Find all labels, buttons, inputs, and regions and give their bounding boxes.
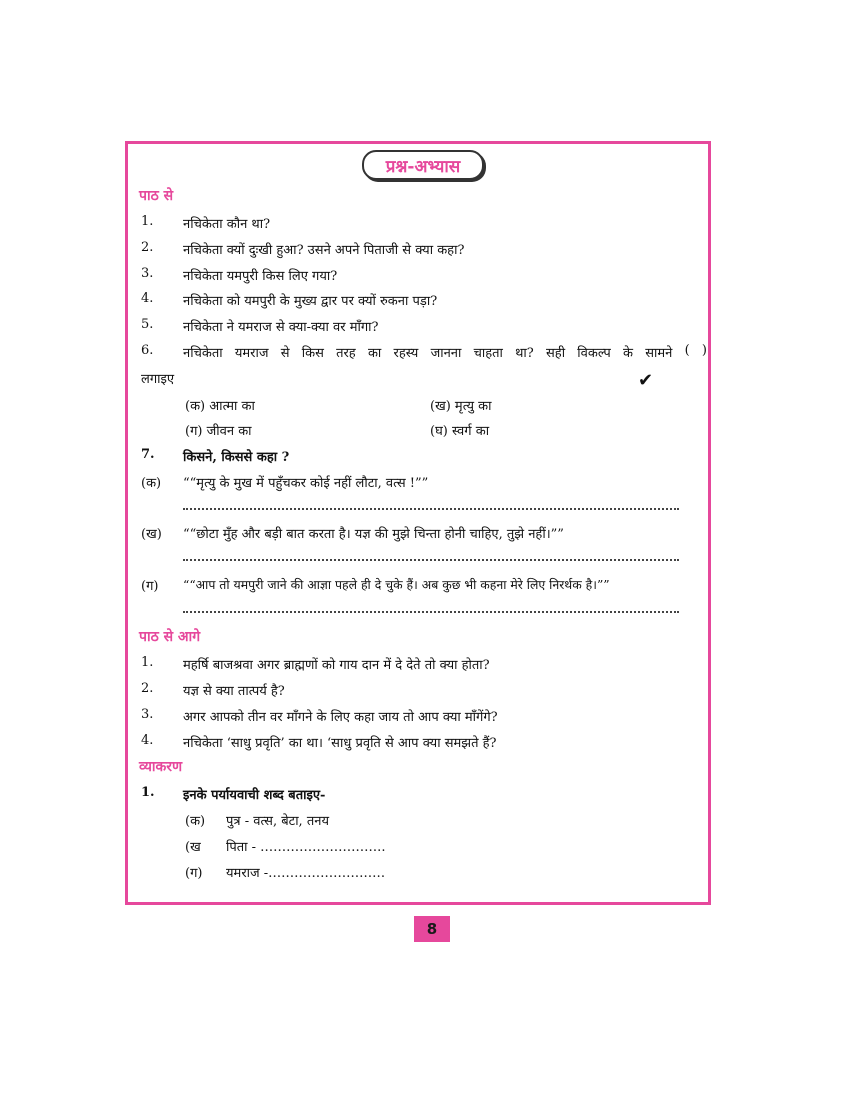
question-number: 3. [141,266,154,281]
word: चाहता [473,346,503,361]
word: विकल्प [577,346,611,361]
question-number: 1. [141,655,154,670]
word: जानना [430,346,462,361]
question-text: नचिकेता क्यों दुःखी हुआ? उसने अपने पिताजी से क्या कहा? [183,243,465,258]
word: ( [684,343,690,358]
question-7-text: किसने, किससे कहा ? [183,450,290,465]
question-text: नचिकेता ने यमराज से क्या-क्या वर माँगा? [183,320,379,335]
section-heading-vyakaran: व्याकरण [139,759,183,775]
question-number: 1. [141,214,154,229]
question-number: 2. [141,681,154,696]
option-label: (क) [185,399,206,414]
quote-text: ““छोटा मुँह और बड़ी बात करता है। यज्ञ की मुझे चिन्ता होनी चाहिए, तुझे नहीं।”” [183,527,564,542]
question-text: नचिकेता ‘साधु प्रवृति’ का था। ‘साधु प्रवृति से आप क्या समझते हैं? [183,736,497,751]
option-gha [430,421,489,439]
question-number: 1. [141,785,155,800]
word: तरह [336,346,356,361]
option-label: (ग) [185,424,203,439]
question-number: 4. [141,733,154,748]
quote-label: (क) [141,476,162,491]
check-mark-icon: ✔ [638,370,654,391]
option-text: आत्मा का [209,399,255,414]
option-text: स्वर्ग का [451,424,490,439]
question-number: 3. [141,707,154,722]
question-text: नचिकेता यमपुरी किस लिए गया? [183,269,338,284]
word: सही [546,346,566,361]
option-ga [185,421,252,439]
word: था? [515,346,534,361]
question-number: 4. [141,291,154,306]
option-label: (ख) [430,399,451,414]
option-label: (घ) [430,424,448,439]
page-title: प्रश्न-अभ्यास [362,150,484,180]
question-text: महर्षि बाजश्रवा अगर ब्राह्मणों को गाय दान में दे देते तो क्या होता? [183,658,490,673]
word: से [280,346,290,361]
synonym-label: (ख [185,840,201,855]
option-text: जीवन का [206,424,252,439]
question-text: नचिकेता को यमपुरी के मुख्य द्वार पर क्यों रुकना पड़ा? [183,294,438,309]
quote-text: ““मृत्यु के मुख में पहुँचकर कोई नहीं लौटा, वत्स !”” [183,476,429,491]
answer-line [183,611,679,613]
question-number: 7. [141,447,155,462]
synonym-label: (ग) [185,866,203,881]
word: सामने [645,346,673,361]
answer-line [183,559,679,561]
word: यमराज [234,346,269,361]
option-ka [185,396,255,414]
synonym-text: पुत्र - वत्स, बेटा, तनय [226,814,329,829]
question-number: 2. [141,240,154,255]
quote-label: (ख) [141,527,162,542]
question-6-tail: लगाइए [141,372,175,387]
question-number: 5. [141,317,154,332]
synonym-label: (क) [185,814,206,829]
quote-label: (ग) [141,579,159,594]
synonym-text: पिता - ……………………….. [226,840,386,855]
word: रहस्य [393,346,419,361]
question-text: इनके पर्यायवाची शब्द बताइए- [183,788,326,803]
word: के [623,346,634,361]
answer-line [183,508,679,510]
section-heading-path-se: पाठ से [139,188,174,204]
quote-text: ““आप तो यमपुरी जाने की आज्ञा पहले ही दे चुके हैं। अब कुछ भी कहना मेरे लिए निरर्थक है।”” [183,577,610,592]
question-text: अगर आपको तीन वर माँगने के लिए कहा जाय तो आप क्या माँगेंगे? [183,710,498,725]
word: का [367,346,382,361]
option-text: मृत्यु का [454,399,492,414]
word: नचिकेता [183,346,223,361]
page-number: 8 [414,916,450,942]
synonym-text: यमराज -……………………… [226,866,386,881]
question-6-text [183,343,707,361]
word: ) [701,343,707,358]
word: किस [301,346,324,361]
question-text: यज्ञ से क्या तात्पर्य है? [183,684,285,699]
option-kha [430,396,492,414]
question-number: 6. [141,343,154,358]
question-text: नचिकेता कौन था? [183,217,271,232]
section-heading-path-se-aage: पाठ से आगे [139,629,201,645]
